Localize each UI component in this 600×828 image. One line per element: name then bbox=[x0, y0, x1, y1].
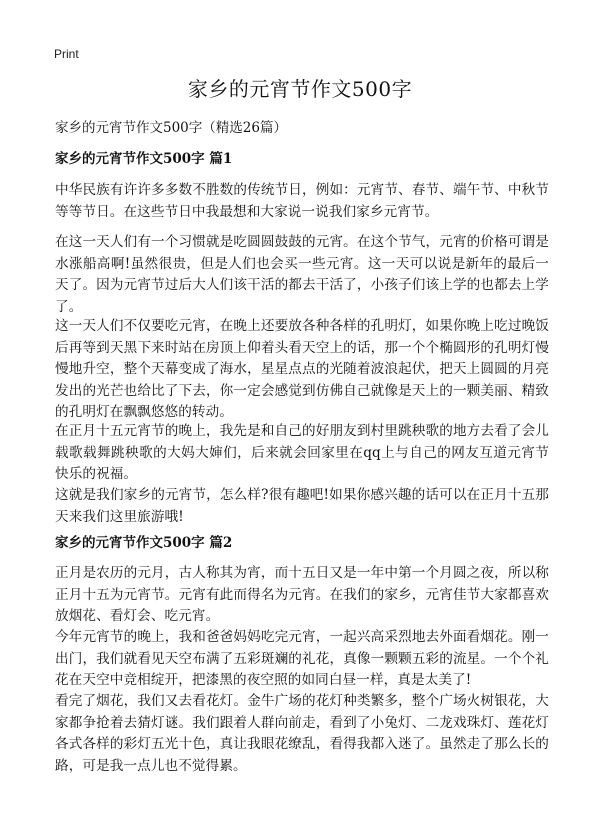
page-title: 家乡的元宵节作文500字 bbox=[187, 77, 413, 101]
document-subtitle: 家乡的元宵节作文500字（精选26篇） bbox=[55, 120, 287, 136]
section-heading-2: 家乡的元宵节作文500字 篇2 bbox=[55, 535, 233, 551]
print-link[interactable]: Print bbox=[54, 47, 79, 61]
section-2-paragraph-1: 正月是农历的元月，古人称其为宵，而十五日又是一年中第一个月圆之夜，所以称正月十五为元宵节。元宵有此而得名为元宵。在我们的家乡，元宵佳节大家都喜欢放烟花、看灯会、吃元宵。 bbox=[55, 565, 549, 625]
section-1-paragraph-1: 中华民族有许许多多数不胜数的传统节日，例如：元宵节、春节、端午节、中秋节等等节日。在这些节日中我最想和大家说一说我们家乡元宵节。 bbox=[55, 182, 549, 220]
section-heading-1: 家乡的元宵节作文500字 篇1 bbox=[55, 151, 233, 167]
section-1-paragraph-2: 在这一天人们有一个习惯就是吃圆圆鼓鼓的元宵。在这个节气，元宵的价格可谓是水涨船高啊!虽然很贵，但是人们也会买一些元宵。这一天可以说是新年的最后一天了。因为元宵节过后大人们该干活的都去干活了，小孩子们该上学的也都去上学了。 bbox=[55, 234, 549, 315]
section-1-paragraph-5: 这就是我们家乡的元宵节，怎么样?很有趣吧!如果你感兴趣的话可以在正月十五那天来我们这里旅游哦! bbox=[55, 487, 549, 525]
section-1-paragraph-3: 这一天人们不仅要吃元宵，在晚上还要放各种各样的孔明灯，如果你晚上吃过晚饭后再等到天黑下来时站在房顶上仰着头看天空上的话，那一个个椭圆形的孔明灯慢慢地升空，整个天幕变成了海水，星星点点的光随着波浪起伏，把天上圆圆的月亮发出的光芒也给比了下去，你一定会感觉到仿佛自己就像是天上的一颗美丽、精致的孔明灯在飘飘悠悠的转动。 bbox=[55, 318, 549, 421]
section-2-paragraph-2: 今年元宵节的晚上，我和爸爸妈妈吃完元宵，一起兴高采烈地去外面看烟花。刚一出门，我们就看见天空布满了五彩斑斓的礼花，真像一颗颗五彩的流星。一个个礼花在天空中竞相绽开，把漆黑的夜空照的如同白昼一样，真是太美了! bbox=[55, 629, 549, 689]
section-1-paragraph-4: 在正月十五元宵节的晚上，我先是和自己的好朋友到村里跳秧歌的地方去看了会儿载歌载舞跳秧歌的大妈大婶们，后来就会回家里在qq上与自己的网友互道元宵节快乐的祝福。 bbox=[55, 423, 549, 483]
section-2-paragraph-3: 看完了烟花，我们又去看花灯。金牛广场的花灯种类繁多，整个广场火树银花，大家都争抢着去猜灯谜。我们跟着人群向前走，看到了小兔灯、二龙戏珠灯、莲花灯各式各样的彩灯五光十色，真让我眼花缭乱，看得我都入迷了。虽然走了那么长的路，可是我一点儿也不觉得累。 bbox=[55, 693, 549, 774]
